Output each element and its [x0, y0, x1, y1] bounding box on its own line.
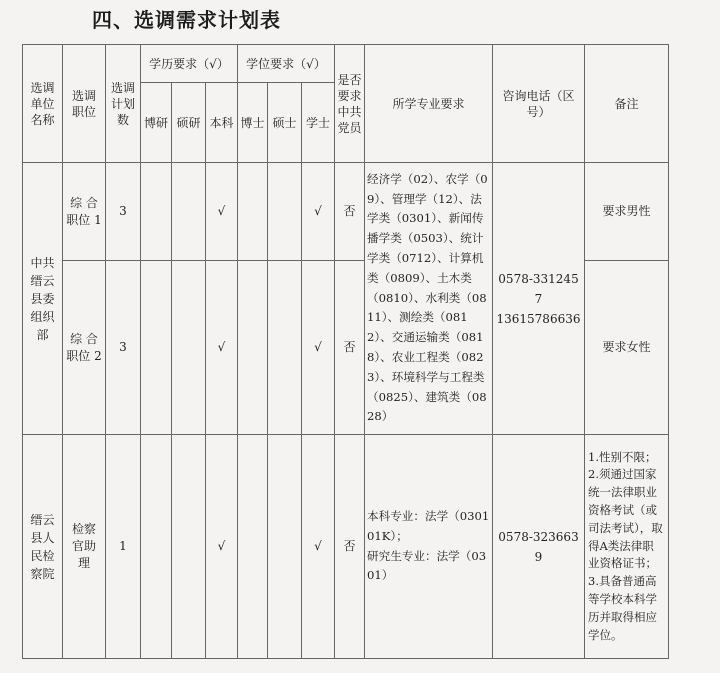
count-cell: 1 — [106, 435, 141, 659]
edu-phd-cell — [141, 261, 172, 435]
unit-cell: 缙云 县人 民检 察院 — [23, 435, 63, 659]
position-cell: 综 合 职位 1 — [63, 163, 106, 261]
header-deg-doctor: 博士 — [238, 83, 268, 163]
phone-cell: 0578-3236639 — [493, 435, 585, 659]
note-cell: 1.性别不限； 2.须通过国家统一法律职业资格考试（或司法考试），取得A类法律职业资格证书； 3.具备普通高等学校本科学历并取得相应学位。 — [585, 435, 669, 659]
position-cell: 综 合 职位 2 — [63, 261, 106, 435]
unit-cell: 中共 缙云 县委 组织 部 — [23, 163, 63, 435]
header-position: 选调 职位 — [63, 45, 106, 163]
edu-master-cell — [172, 163, 206, 261]
count-cell: 3 — [106, 163, 141, 261]
edu-phd-cell — [141, 163, 172, 261]
header-party: 是否 要求 中共 党员 — [335, 45, 365, 163]
header-phone: 咨询电话（区号） — [493, 45, 585, 163]
header-note: 备注 — [585, 45, 669, 163]
edu-master-cell — [172, 261, 206, 435]
deg-doctor-cell — [238, 435, 268, 659]
major-cell: 经济学（02）、农学（09）、管理学（12）、法学类（0301）、新闻传播学类（0503）、统计学类（0712）、计算机类（0809）、土木类（0810）、水利类（0811）、测绘类（0812）、交通运输类（0818）、农业工程类（0823）、环境科学与工程类（0825）、建筑类（0828） — [365, 163, 493, 435]
deg-master-cell — [268, 261, 302, 435]
header-education: 学历要求（√） — [141, 45, 238, 83]
edu-bachelor-cell: √ — [206, 435, 238, 659]
page-title: 四、选调需求计划表 — [92, 8, 281, 32]
edu-master-cell — [172, 435, 206, 659]
note-cell: 要求男性 — [585, 163, 669, 261]
edu-bachelor-cell: √ — [206, 163, 238, 261]
recruitment-plan-table — [22, 44, 669, 659]
major-cell: 本科专业：法学（030101K）； 研究生专业：法学（0301） — [365, 435, 493, 659]
header-count: 选调 计划 数 — [106, 45, 141, 163]
header-deg-bachelor: 学士 — [302, 83, 335, 163]
header-unit: 选调 单位 名称 — [23, 45, 63, 163]
deg-doctor-cell — [238, 163, 268, 261]
party-cell: 否 — [335, 163, 365, 261]
note-cell: 要求女性 — [585, 261, 669, 435]
deg-master-cell — [268, 435, 302, 659]
header-edu-phd: 博研 — [141, 83, 172, 163]
header-degree: 学位要求（√） — [238, 45, 335, 83]
header-deg-master: 硕士 — [268, 83, 302, 163]
party-cell: 否 — [335, 435, 365, 659]
deg-bachelor-cell: √ — [302, 435, 335, 659]
header-edu-master: 硕研 — [172, 83, 206, 163]
deg-master-cell — [268, 163, 302, 261]
header-major: 所学专业要求 — [365, 45, 493, 163]
deg-bachelor-cell: √ — [302, 261, 335, 435]
edu-bachelor-cell: √ — [206, 261, 238, 435]
deg-bachelor-cell: √ — [302, 163, 335, 261]
header-edu-bachelor: 本科 — [206, 83, 238, 163]
phone-cell: 0578-3312457 13615786636 — [493, 163, 585, 435]
count-cell: 3 — [106, 261, 141, 435]
deg-doctor-cell — [238, 261, 268, 435]
party-cell: 否 — [335, 261, 365, 435]
position-cell: 检察 官助 理 — [63, 435, 106, 659]
edu-phd-cell — [141, 435, 172, 659]
